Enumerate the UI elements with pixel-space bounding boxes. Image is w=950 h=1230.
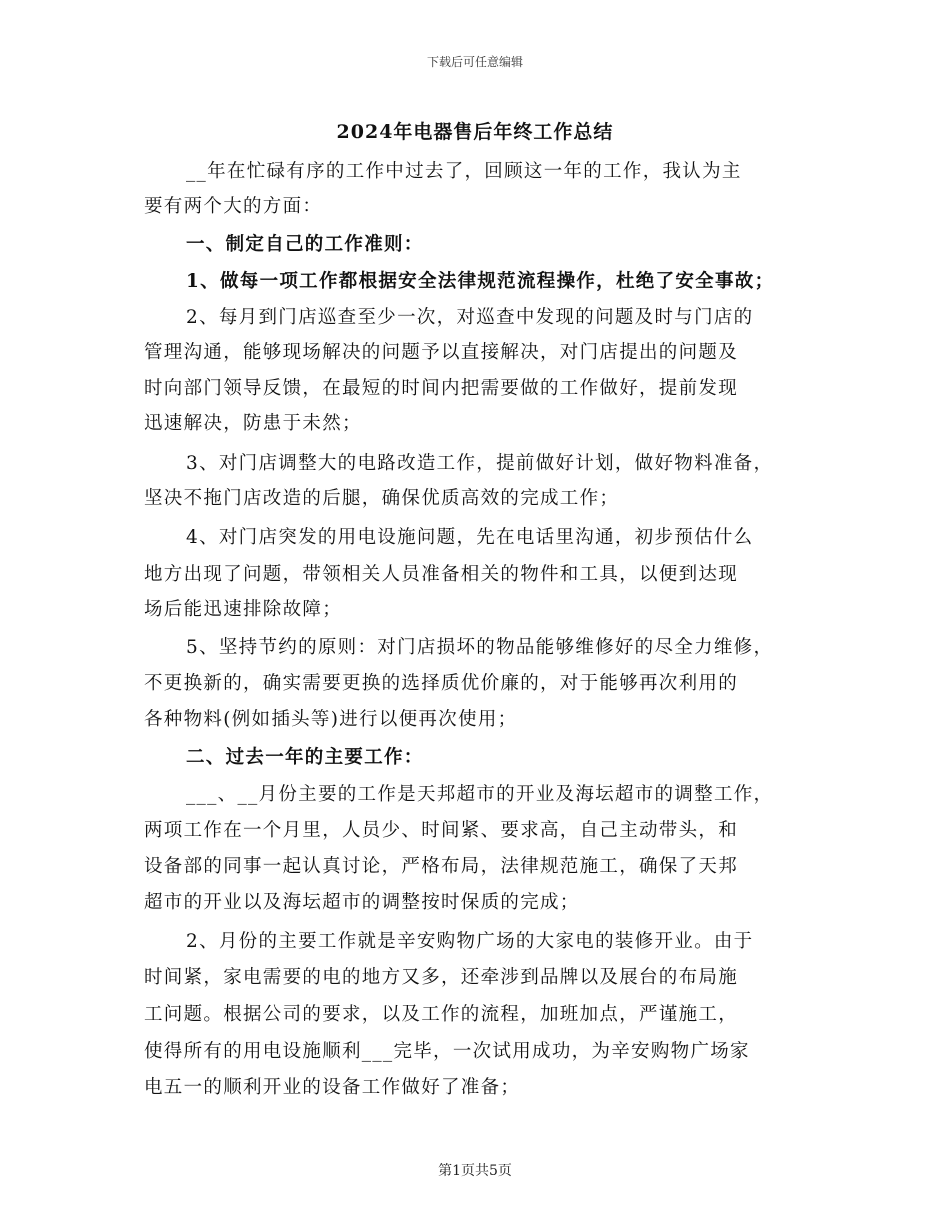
body-line: 2、每月到门店巡查至少一次，对巡查中发现的问题及时与门店的	[186, 307, 754, 328]
body-line: 工问题。根据公司的要求，以及工作的流程，加班加点，严谨施工，	[144, 1004, 739, 1025]
body-line: 场后能迅速排除故障；	[144, 599, 343, 620]
body-line: 地方出现了问题，带领相关人员准备相关的物件和工具，以便到达现	[144, 564, 739, 585]
body-line: 坚决不拖门店改造的后腿，确保优质高效的完成工作；	[144, 488, 620, 509]
body-line: 时间紧，家电需要的电的地方又多，还牵涉到品牌以及展台的布局施	[144, 967, 739, 988]
body-line: 电五一的顺利开业的设备工作做好了准备；	[144, 1077, 521, 1098]
body-line: 管理沟通，能够现场解决的问题予以直接解决，对门店提出的问题及	[144, 342, 739, 363]
document-title: 2024年电器售后年终工作总结	[336, 121, 614, 143]
body-line: 不更换新的，确实需要更换的选择质优价廉的，对于能够再次利用的	[144, 673, 739, 694]
body-line: 迅速解决，防患于未然；	[144, 413, 362, 434]
section-heading: 一、制定自己的工作准则：	[186, 234, 424, 255]
body-line: 3、对门店调整大的电路改造工作，提前做好计划，做好物料准备，	[186, 453, 774, 474]
page-footer: 第1页共5页	[438, 1163, 512, 1179]
body-line: 要有两个大的方面：	[144, 196, 323, 217]
body-line: 超市的开业以及海坛超市的调整按时保质的完成；	[144, 892, 580, 913]
body-line: 设备部的同事一起认真讨论，严格布局，法律规范施工，确保了天邦	[144, 856, 739, 877]
body-line: 2、月份的主要工作就是辛安购物广场的大家电的装修开业。由于	[186, 931, 754, 952]
body-line: ___、__月份主要的工作是天邦超市的开业及海坛超市的调整工作，	[186, 784, 774, 805]
body-line: 两项工作在一个月里，人员少、时间紧、要求高，自己主动带头，和	[144, 820, 739, 841]
header-note: 下载后可任意编辑	[426, 55, 523, 69]
body-line: 4、对门店突发的用电设施问题，先在电话里沟通，初步预估什么	[186, 527, 754, 548]
body-line: 各种物料(例如插头等)进行以便再次使用；	[144, 709, 518, 730]
section-heading: 二、过去一年的主要工作：	[186, 747, 424, 768]
section-heading: 1、做每一项工作都根据安全法律规范流程操作，杜绝了安全事故；	[186, 271, 775, 292]
body-line: 时向部门领导反馈，在最短的时间内把需要做的工作做好，提前发现	[144, 378, 739, 399]
body-line: __年在忙碌有序的工作中过去了，回顾这一年的工作，我认为主	[186, 161, 742, 182]
body-line: 使得所有的用电设施顺利___完毕，一次试用成功，为辛安购物广场家	[144, 1041, 750, 1062]
body-line: 5、坚持节约的原则：对门店损坏的物品能够维修好的尽全力维修，	[186, 637, 774, 658]
